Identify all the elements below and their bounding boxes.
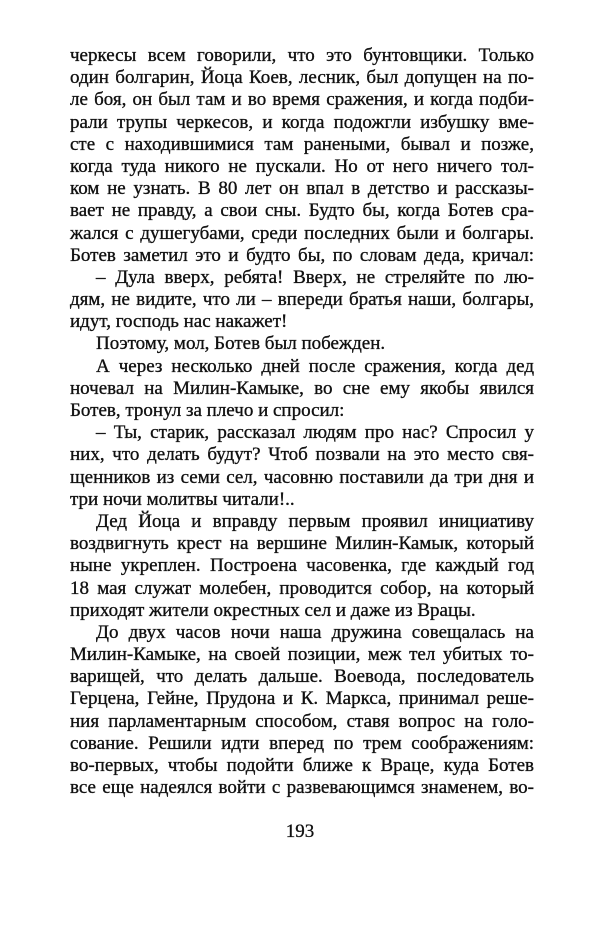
text-line: Ботев, тронул за плечо и спросил: <box>70 400 345 421</box>
text-line: Ботев заметил это и будто бы, по словам деда, кричал: <box>70 244 534 266</box>
text-line: 18 мая служат молебен, проводится собор, на который <box>70 577 534 599</box>
text-line: вает не правду, а свои сны. Будто бы, когда Ботев сра- <box>70 200 534 222</box>
text-line: воздвигнуть крест на вершине Милин-Камык, который <box>70 533 534 555</box>
text-line: ныне укреплен. Построена часовенка, где каждый год <box>70 555 534 577</box>
text-line: все еще надеялся войти с развевающимся знаменем, во- <box>70 777 534 799</box>
text-line: – Дула вверх, ребята! Вверх, не стреляйте по лю- <box>96 266 534 288</box>
page-number: 193 <box>285 821 315 842</box>
text-line: них, что делать будут? Чтоб позвали на это место свя- <box>70 444 534 466</box>
text-line: До двух часов ночи наша дружина совещалась на <box>96 621 534 643</box>
text-line: щенников из семи сел, часовню поставили да три дня и <box>70 466 534 488</box>
text-line: один болгарин, Йоца Коев, лесник, был допущен на по- <box>70 67 534 89</box>
text-line: когда туда никого не пускали. Но от него ничего тол- <box>70 155 534 177</box>
text-line: Поэтому, мол, Ботев был побежден. <box>96 333 386 355</box>
text-line: ком не узнать. В 80 лет он впал в детство и рассказы- <box>70 178 534 200</box>
text-line: Герцена, Гейне, Прудона и К. Маркса, принимал реше- <box>70 688 534 710</box>
text-line: сте с находившимися там ранеными, бывал и позже, <box>70 133 534 155</box>
text-line: Дед Йоца и вправду первым проявил инициативу <box>96 510 534 532</box>
text-line: идут, господь нас накажет! <box>70 311 288 333</box>
text-line: дям, не видите, что ли – впереди братья наши, болгары, <box>70 289 534 311</box>
text-line: Милин-Камыке, на своей позиции, меж тел убитых то- <box>70 644 534 666</box>
text-line: во-первых, чтобы подойти ближе к Враце, куда Ботев <box>70 755 534 776</box>
text-line: А через несколько дней после сражения, когда дед <box>96 355 534 377</box>
page-body-text <box>70 45 534 799</box>
text-line: жался с душегубами, среди последних были и болгары. <box>70 222 534 244</box>
text-line: сование. Решили идти вперед по трем соображениям: <box>70 732 534 754</box>
text-line: рали трупы черкесов, и когда подожгли избушку вме- <box>70 111 534 133</box>
text-line: три ночи молитвы читали!.. <box>70 488 295 510</box>
text-line: – Ты, старик, рассказал людям про нас? Спросил у <box>96 422 534 444</box>
text-line: ночевал на Милин-Камыке, во сне ему якобы явился <box>70 377 534 399</box>
text-line: ния парламентарным способом, ставя вопрос на голо- <box>70 710 534 732</box>
text-line: ле боя, он был там и во время сражения, и когда подби- <box>70 89 534 111</box>
text-line: варищей, что делать дальше. Воевода, последователь <box>70 666 534 688</box>
text-line: черкесы всем говорили, что это бунтовщики. Только <box>70 45 534 66</box>
text-line: приходят жители окрестных сел и даже из Врацы. <box>70 599 476 621</box>
